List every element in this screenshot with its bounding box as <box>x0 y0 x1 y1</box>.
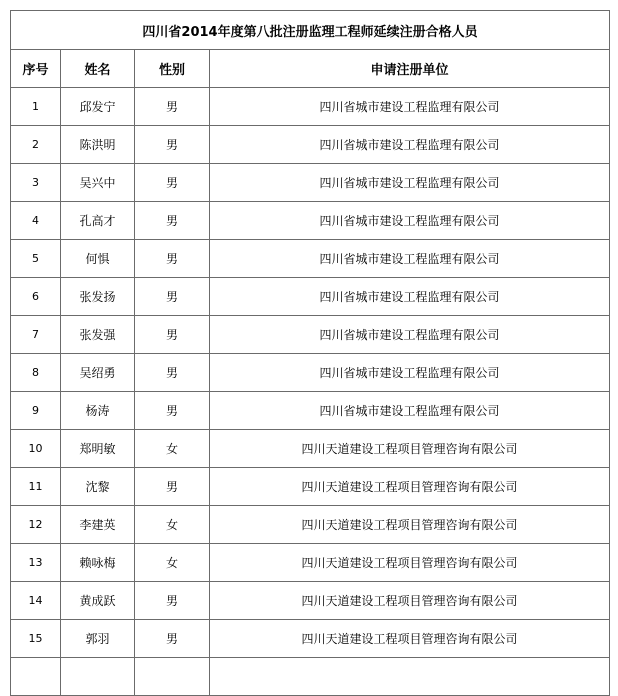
cell-name: 何惧 <box>61 240 135 278</box>
cell-unit: 四川省城市建设工程监理有限公司 <box>210 164 610 202</box>
cell-unit: 四川天道建设工程项目管理咨询有限公司 <box>210 430 610 468</box>
cell-gender <box>135 658 210 696</box>
cell-unit: 四川省城市建设工程监理有限公司 <box>210 88 610 126</box>
table-row <box>11 202 610 240</box>
cell-gender: 女 <box>135 430 210 468</box>
cell-unit: 四川省城市建设工程监理有限公司 <box>210 316 610 354</box>
cell-unit: 四川天道建设工程项目管理咨询有限公司 <box>210 582 610 620</box>
table-row <box>11 88 610 126</box>
cell-gender: 男 <box>135 88 210 126</box>
cell-name: 吴兴中 <box>61 164 135 202</box>
header-name: 姓名 <box>61 50 135 88</box>
cell-name: 陈洪明 <box>61 126 135 164</box>
table-row <box>11 506 610 544</box>
cell-unit: 四川省城市建设工程监理有限公司 <box>210 278 610 316</box>
header-unit: 申请注册单位 <box>210 50 610 88</box>
title-row <box>11 11 610 50</box>
cell-gender: 男 <box>135 468 210 506</box>
cell-gender: 男 <box>135 164 210 202</box>
roster-table <box>10 10 610 696</box>
roster-sheet <box>10 10 609 696</box>
cell-gender: 男 <box>135 202 210 240</box>
cell-unit: 四川省城市建设工程监理有限公司 <box>210 354 610 392</box>
table-row <box>11 354 610 392</box>
cell-gender: 男 <box>135 392 210 430</box>
cell-name: 沈黎 <box>61 468 135 506</box>
cell-name: 吴绍勇 <box>61 354 135 392</box>
cell-no <box>11 658 61 696</box>
cell-unit: 四川省城市建设工程监理有限公司 <box>210 392 610 430</box>
header-gender: 性别 <box>135 50 210 88</box>
cell-name: 杨涛 <box>61 392 135 430</box>
cell-name: 张发扬 <box>61 278 135 316</box>
cell-no: 3 <box>11 164 61 202</box>
cell-name: 张发强 <box>61 316 135 354</box>
table-row <box>11 658 610 696</box>
cell-unit: 四川天道建设工程项目管理咨询有限公司 <box>210 620 610 658</box>
cell-no: 8 <box>11 354 61 392</box>
cell-gender: 男 <box>135 582 210 620</box>
cell-no: 14 <box>11 582 61 620</box>
cell-no: 2 <box>11 126 61 164</box>
cell-no: 4 <box>11 202 61 240</box>
cell-name: 黄成跃 <box>61 582 135 620</box>
cell-no: 6 <box>11 278 61 316</box>
cell-no: 10 <box>11 430 61 468</box>
cell-no: 1 <box>11 88 61 126</box>
cell-unit: 四川天道建设工程项目管理咨询有限公司 <box>210 468 610 506</box>
cell-name: 赖咏梅 <box>61 544 135 582</box>
cell-unit: 四川省城市建设工程监理有限公司 <box>210 240 610 278</box>
cell-no: 11 <box>11 468 61 506</box>
cell-name: 郑明敏 <box>61 430 135 468</box>
table-row <box>11 126 610 164</box>
table-row <box>11 430 610 468</box>
cell-gender: 男 <box>135 316 210 354</box>
cell-name: 邱发宁 <box>61 88 135 126</box>
cell-name <box>61 658 135 696</box>
header-no: 序号 <box>11 50 61 88</box>
cell-name: 郭羽 <box>61 620 135 658</box>
cell-unit: 四川天道建设工程项目管理咨询有限公司 <box>210 544 610 582</box>
cell-gender: 男 <box>135 278 210 316</box>
cell-no: 13 <box>11 544 61 582</box>
cell-gender: 男 <box>135 354 210 392</box>
cell-no: 5 <box>11 240 61 278</box>
cell-unit: 四川省城市建设工程监理有限公司 <box>210 202 610 240</box>
cell-no: 12 <box>11 506 61 544</box>
cell-no: 7 <box>11 316 61 354</box>
header-row <box>11 50 610 88</box>
document-title: 四川省2014年度第八批注册监理工程师延续注册合格人员 <box>11 11 610 50</box>
table-row <box>11 278 610 316</box>
cell-name: 孔高才 <box>61 202 135 240</box>
cell-gender: 女 <box>135 544 210 582</box>
roster-body <box>11 88 610 696</box>
table-row <box>11 582 610 620</box>
table-row <box>11 392 610 430</box>
cell-gender: 男 <box>135 620 210 658</box>
cell-unit: 四川省城市建设工程监理有限公司 <box>210 126 610 164</box>
cell-no: 9 <box>11 392 61 430</box>
cell-gender: 男 <box>135 126 210 164</box>
cell-unit: 四川天道建设工程项目管理咨询有限公司 <box>210 506 610 544</box>
table-row <box>11 316 610 354</box>
table-row <box>11 544 610 582</box>
cell-unit <box>210 658 610 696</box>
table-row <box>11 240 610 278</box>
table-row <box>11 468 610 506</box>
cell-no: 15 <box>11 620 61 658</box>
table-row <box>11 620 610 658</box>
cell-gender: 女 <box>135 506 210 544</box>
table-row <box>11 164 610 202</box>
cell-gender: 男 <box>135 240 210 278</box>
cell-name: 李建英 <box>61 506 135 544</box>
